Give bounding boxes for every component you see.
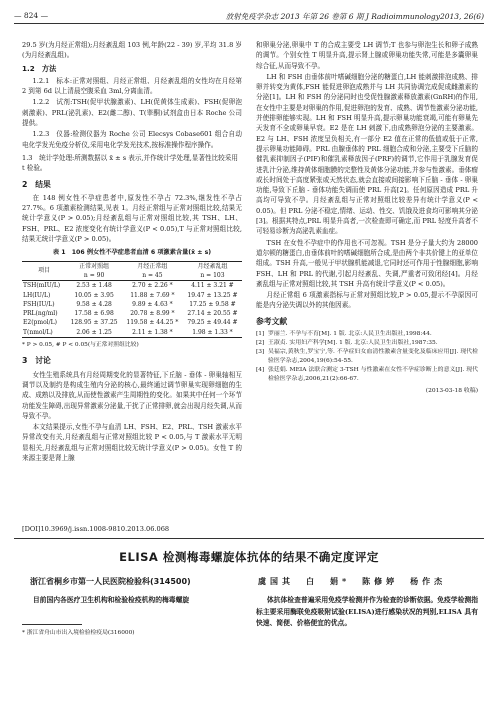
article-body-paragraph: 目前国内各医疗卫生机构和检验检疫机构的梅毒螺旋 [32, 596, 190, 604]
table-header-group: 正常对照组 [79, 262, 110, 270]
table-cell: 2.11 ± 1.38 * [132, 328, 173, 336]
table-cell: E2(pmol/L) [23, 319, 57, 327]
method-reagents: 1.2.2 试剂:TSH(促甲状腺激素)、LH(促黄体生成素)、FSH(促卵泡刺激素)、PRL(泌乳素)、E2(雌二醇)、T(睾酮)试剂盒由日本 Roche 公司提供。 [22, 98, 242, 128]
reference-number: [1] [256, 331, 265, 338]
table-cell: 79.25 ± 49.44 # [187, 319, 238, 327]
footnote [22, 624, 242, 636]
reference-number: [3] [256, 349, 265, 356]
table-cell: 9.58 ± 4.28 [76, 300, 112, 308]
table-cell: 9.89 ± 4.63 * [132, 300, 173, 308]
reference-number: [2] [256, 340, 265, 347]
table-header-group: 月经紊乱组 [197, 262, 228, 270]
article-body-right [256, 595, 478, 630]
results-paragraph: 在 148 例女性不孕症患者中,原发性不孕占 72.3%,继发性不孕占 27.7%。6 项激素检测结果,见表 1。月经正常组与正常对照组比较,结果无统计学意义(P > 0.05);月经紊乱组与正常对照组比较,其 TSH、LH、FSH、PRL、E2 浓度变化有统计学意义(P < 0.05),T 与正常对照组比较,结果无统计学意义(P > 0.05)。 [22, 193, 242, 244]
article-body-left [22, 595, 242, 607]
table-cell: 4.11 ± 3.21 # [191, 282, 234, 290]
table-cell: 17.58 ± 6.98 [74, 310, 114, 318]
table-cell: PRL(ng/ml) [23, 310, 58, 318]
table-row [22, 328, 242, 338]
reference-text: 王淑贞. 实用妇产科学[M]. 1 版. 北京:人民卫生出版社,1987:35. [268, 340, 438, 347]
reference-list [256, 330, 478, 384]
table-note: * P > 0.05, # P < 0.05(与正常对照组比较) [22, 342, 139, 349]
header-rule [14, 23, 484, 24]
table-cell: FSH(IU/L) [23, 300, 55, 308]
running-header [14, 10, 484, 24]
received-date: (2013-03-18 收稿) [425, 388, 478, 395]
references-heading: 参考文献 [256, 316, 288, 326]
doi-line: [DOI]10.3969/j.issn.1008-9810.2013.06.068 [22, 525, 170, 533]
article-authors: 虞国其 白 娟* 陈修婷 杨作杰 [258, 576, 447, 586]
table-caption: 表 1 106 例女性不孕症患者血清 6 项激素含量(x̄ ± s) [52, 249, 212, 257]
article-body-paragraph: 体抗体检查普遍采用免疫学检测并作为检查的诊断依据。免疫学检测指标主要采用酶联免疫吸附试验(ELISA)进行感染状况的判别,ELISA 具有快速、简便、价格便宜的优点。 [256, 596, 478, 627]
table-header-group: 月经正常组 [137, 262, 168, 270]
left-column [22, 40, 242, 464]
reference-text: 吴福宗,黄秋生,罗宝宁,等. 不孕症妇女血清性激素含量变化及临床应用[J]. 现代检验医学杂志,2004,19(6):54-55. [268, 349, 478, 365]
method-specimen: 1.2.1 标本:正常对照组、月经正常组、月经紊乱组的女性均在月经第 2 到第 6d 以上清晨空腹采血 3ml,分离血清。 [22, 76, 242, 96]
journal-title: 放射免疫学杂志 2013 年第 26 卷第 6 期 J Radioimmunology2013, 26(6) [225, 12, 484, 21]
intro-paragraph: 29.5 岁(为月经正常组);月经紊乱组 103 例,年龄(22 - 39) 岁,平均 31.8 岁(为月经紊乱组)。 [22, 41, 242, 60]
section-heading-discussion: 3 讨论 [22, 356, 51, 366]
table-cell: 10.05 ± 3.95 [74, 291, 114, 299]
table-cell: 119.58 ± 44.25 * [126, 319, 179, 327]
table-cell: TSH(mIU/L) [23, 282, 61, 290]
discussion-paragraph: 本文结果提示,女性不孕与血清 LH、FSH、E2、PRL、TSH 激素水平异常改变有关,月经紊乱组与正常对照组比较 P < 0.05,与 T 激素水平无明显相关,月经紊乱组与正常对照组比较无统计学意义(P > 0.05)。女性 T 的来源主要是肾上腺 [22, 423, 242, 462]
table-cell: 11.88 ± 7.69 * [130, 291, 175, 299]
table-header-item: 项目 [38, 267, 51, 275]
reference-number: [4] [256, 367, 265, 374]
page-number: — 824 — [14, 11, 49, 20]
article-affiliation: 浙江省桐乡市第一人民医院检验科(314500) [30, 577, 191, 586]
hormone-table [22, 261, 242, 338]
article-separator [14, 538, 484, 539]
body-paragraph: LH 和 FSH 由垂体前叶嗜碱细胞分泌的糖蛋白,LH 能刺激排泡成熟、排卵并转变为黄体,FSH 能促进卵泡成熟并与 LH 共同协调完成促成雌激素的分泌[1]。LH 和 FSH 的分泌同时也受促性腺激素释放激素(GnRH)的作用,在女性中主要是对卵巢的作用,促进卵泡的发育、成熟、调节性激素分泌功能,并使排卵能够实现。LH 和 FSH 明显升高,提示卵巢功能衰竭,可能有卵巢先天发育不全或卵巢早衰。E2 是在 LH 刺激下,由成熟卵泡分泌的主要激素。E2 与 LH、FSH 浓度呈负相关,有一部分 E2 值在正常的低值或低于正常,提示卵巢功能障碍。PRL 由腺垂体的 PRL 细胞合成和分泌,主要受下丘脑的催乳素抑制因子(PIF)和催乳素释放因子(PRF)的调节,它作用于乳腺发育促进乳汁分泌,维持黄体细胞膜的完整性及黄体分泌功能,并参与性激素。垂体瘤或长时间处于高度紧张或天然状态,就会直接或间接影响下丘脑 - 垂体 - 卵巢功能,导致下丘脑 - 垂体功能失调而使 PRL 升高[2]。任何原因造成 PRL 升高均可导致不孕。月经紊乱组与正常对照组比较差异有统计学意义(P < 0.05)。但 PRL 分泌不稳定,情绪、运动、性交、饥饿及进食均可影响其分泌[3]。根据其特点,PRL 明显升高者,一次检查即可确定,而 PRL 轻度升高者不可轻易诊断为高泌乳素血症。 [256, 72, 478, 236]
table-row [22, 300, 242, 309]
table-header-n: n = 90 [83, 271, 105, 279]
table-header-n: n = 45 [142, 271, 163, 279]
reference-item [256, 348, 478, 366]
table-cell: 1.98 ± 1.33 * [192, 328, 233, 336]
reference-text: 罗丽兰. 不孕与不育[M]. 1 版. 北京:人民卫生出版社,1998:44. [268, 331, 432, 338]
method-instrument: 1.2.3 仪器:检测仪器为 Roche 公司 Elecsys Cobase601 组合自动电化学发光免疫分析仪,采用电化学发光技术,按标准操作程序操作。 [22, 130, 242, 149]
section-heading-stats: 1.3 统计学处理:所测数据以 x̄ ± s 表示,并作统计学处理,显著性比较采用 t 检验。 [22, 153, 238, 173]
table-cell: 128.95 ± 37.25 [70, 319, 118, 327]
table-cell: 20.78 ± 8.99 * [130, 310, 175, 318]
reference-text: 张廷娟. MEIA 法联合测定 3-TSH 与性激素在女性不孕症诊断上的意义[J]. 现代检验医学杂志,2006,21(2):66-67. [268, 367, 478, 383]
section-heading-methods: 1.2 方法 [22, 63, 57, 73]
table-cell: 27.14 ± 20.55 # [187, 310, 238, 318]
right-column [256, 40, 478, 396]
reference-item [256, 366, 478, 384]
body-paragraph: 和卵巢分泌,卵巢中 T 的合成主要受 LH 调节;T 也参与卵泡生长和卵子成熟的调节。个别女性 T 明显升高,提示肾上腺或卵巢功能失常,可能是多囊卵巢综合征,从而导致不孕。 [256, 41, 478, 70]
table-cell: 2.53 ± 1.48 [76, 282, 112, 290]
table-row [22, 291, 242, 300]
reference-item [256, 330, 478, 339]
table-cell: 2.06 ± 1.25 [76, 328, 112, 336]
footnote-text: * 浙江省舟山市出入境检验检疫局(316000) [22, 630, 135, 636]
table-cell: LH(IU/L) [23, 291, 51, 299]
footnote-rule [22, 624, 82, 625]
table-row [22, 318, 242, 327]
table-cell: T(nmol/L) [23, 328, 53, 336]
discussion-paragraph: 女性生殖系统具有月经周期变化的显著特征,下丘脑 - 垂体 - 卵巢轴相互调节以及制约是构成生殖内分泌的核心,最终通过调节卵巢实现卵细胞的生成、成熟以及排放,从而使性激素产生周期性的变化。如果其中任何一个环节功能发生障碍,出现异常激素分泌量,干扰了正常排卵,就会出现月经失调,从而导致不孕。 [22, 370, 242, 420]
body-paragraph: TSH 在女性不孕症中的作用也不可忽视。TSH 是分子量大约为 28000 道尔顿的糖蛋白,由垂体前叶的嗜碱细胞所合成,是由两个非共价键上的亚单位组成。TSH 升高,一般见于甲状腺机能减退,它同时还可作用于性腺细胞,影响 FSH、LH 和 PRL 的代谢,引起月经紊乱、失调,严重者可致闭经[4]。月经紊乱组与正常对照组比较,其 TSH 升高有统计学意义(P < 0.05)。 [256, 238, 478, 288]
section-heading-results: 2 结果 [22, 179, 51, 189]
body-paragraph: 月经正常组 6 项激素指标与正常对照组比较,P > 0.05,提示不孕原因可能是内分泌失调以外的其他因素。 [256, 291, 478, 310]
table-cell: 2.70 ± 2.26 * [132, 282, 173, 290]
article-title: ELISA 检测梅毒螺旋体抗体的结果不确定度评定 [119, 550, 379, 564]
table-row [22, 281, 242, 291]
table-cell: 19.47 ± 13.25 # [187, 291, 238, 299]
table-cell: 17.25 ± 9.58 # [189, 300, 236, 308]
reference-item [256, 339, 478, 348]
table-header-n: n = 103 [200, 271, 225, 279]
table-row [22, 309, 242, 318]
